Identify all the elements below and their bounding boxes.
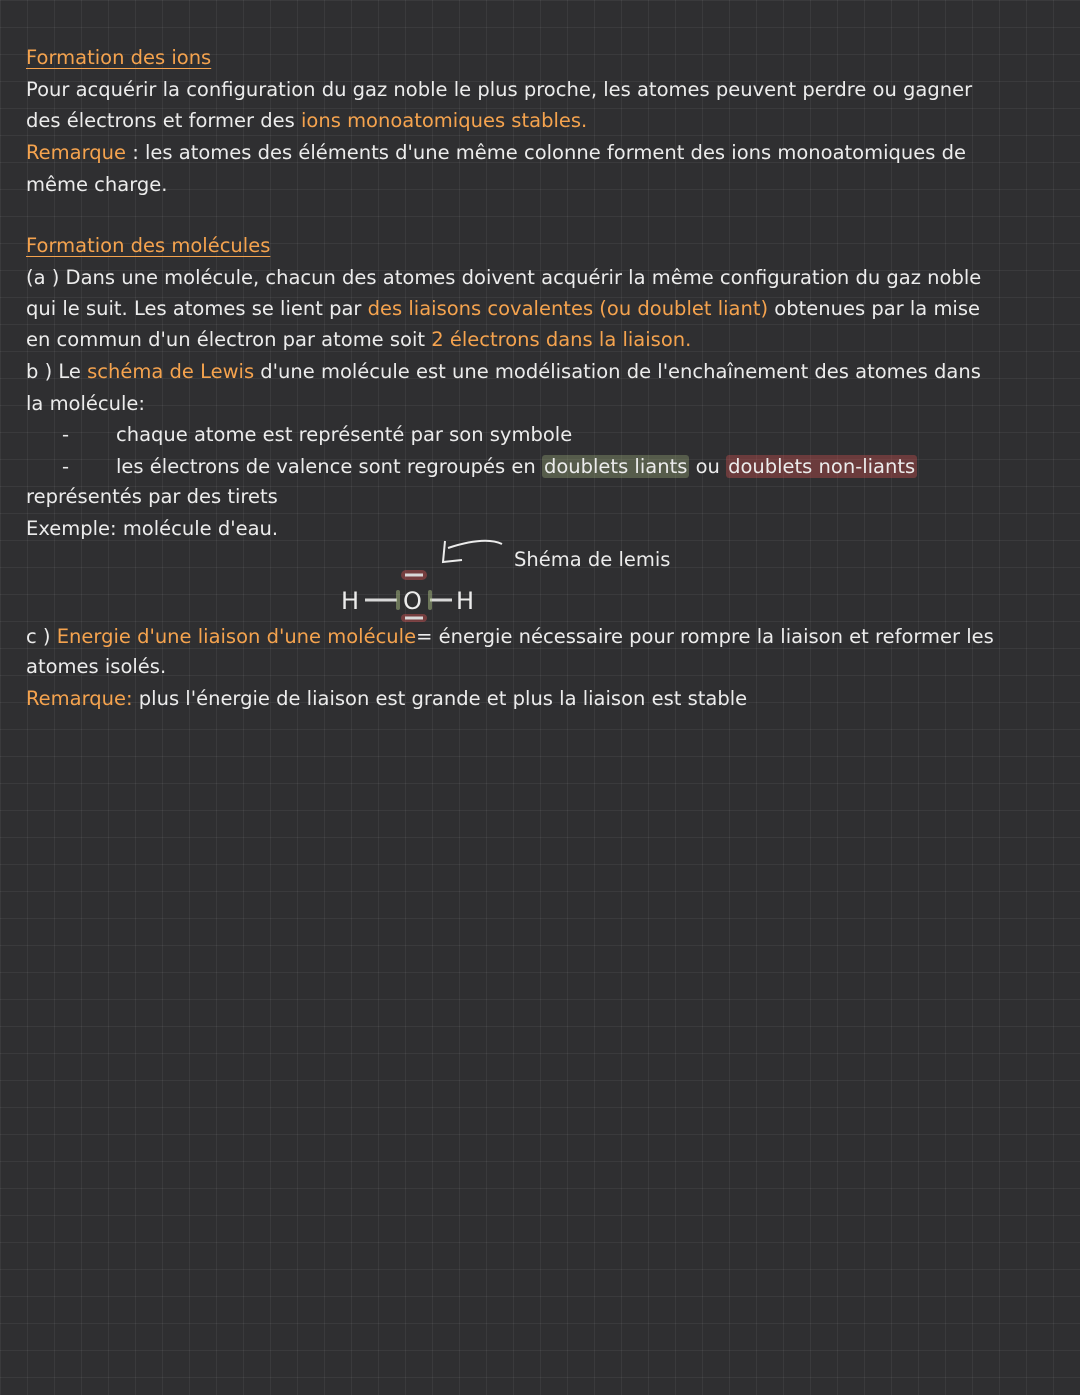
doublets-non-liants-highlight: doublets non-liants: [728, 455, 916, 478]
electrons-highlight: 2 électrons dans la liaison.: [431, 328, 692, 351]
arrow-curve: [448, 541, 502, 548]
remark-text: : les atomes des éléments d'une même colonne forment des ions monoatomiques de: [126, 141, 966, 164]
text-segment: qui le suit. Les atomes se lient par: [26, 297, 368, 320]
example-line: Exemple: molécule d'eau.: [26, 517, 279, 540]
atom-h-left: H: [341, 587, 360, 615]
text-segment: c ): [26, 625, 57, 648]
molecules-remark: [26, 685, 747, 713]
molecules-a-line-3: [26, 326, 691, 354]
remark-text: plus l'énergie de liaison est grande et plus la liaison est stable: [132, 687, 748, 710]
text-segment: = énergie nécessaire pour rompre la liaison et reformer les: [416, 625, 994, 648]
remark-label: Remarque:: [26, 687, 133, 710]
text-segment: b ) Le: [26, 360, 88, 383]
lewis-highlight: schéma de Lewis: [87, 360, 255, 383]
lone-pair-right-highlight: [428, 590, 432, 610]
molecules-a-line-1: (a ) Dans une molécule, chacun des atomes doivent acquérir la même configuration du gaz noble: [26, 266, 982, 289]
molecules-b-line-2: la molécule:: [26, 392, 145, 415]
ions-remark-line-1: [26, 139, 966, 167]
molecules-c-line-2: atomes isolés.: [26, 655, 167, 678]
text-segment: en commun d'un électron par atome soit: [26, 328, 432, 351]
section-title-ions: Formation des ions: [26, 46, 212, 69]
energy-highlight: Energie d'une liaison d'une molécule: [56, 625, 417, 648]
ions-text: des électrons et former des: [26, 109, 301, 132]
text-segment: obtenues par la mise: [768, 297, 981, 320]
bullet-item-2: [116, 453, 917, 481]
ions-highlight: ions monoatomiques stables.: [301, 109, 588, 132]
atom-h-right: H: [456, 587, 475, 615]
ions-paragraph-line-2: [26, 107, 587, 135]
remark-label: Remarque: [26, 141, 127, 164]
lewis-caption: Shéma de lemis: [514, 548, 671, 571]
ions-remark-line-2: même charge.: [26, 173, 168, 196]
covalent-highlight: des liaisons covalentes (ou doublet liant): [367, 297, 769, 320]
molecules-b-line-1: [26, 358, 981, 386]
molecules-b-line-3: représentés par des tirets: [26, 485, 278, 508]
atom-o: O: [403, 587, 422, 615]
text-segment: ou: [689, 455, 727, 478]
text-segment: d'une molécule est une modélisation de l'enchaînement des atomes dans: [254, 360, 981, 383]
lone-pair-left-highlight: [396, 590, 400, 610]
ions-paragraph-line-1: Pour acquérir la configuration du gaz noble le plus proche, les atomes peuvent perdre ou gagner: [26, 78, 973, 101]
bullet-dash-1: -: [62, 423, 70, 446]
bullet-dash-2: -: [62, 455, 70, 478]
text-segment: les électrons de valence sont regroupés en: [116, 455, 542, 478]
bullet-item-1: chaque atome est représenté par son symbole: [116, 423, 573, 446]
molecules-a-line-2: [26, 295, 980, 323]
molecules-c-line-1: [26, 623, 994, 651]
doublets-liants-highlight: doublets liants: [543, 455, 688, 478]
section-title-molecules: Formation des molécules: [26, 234, 271, 257]
